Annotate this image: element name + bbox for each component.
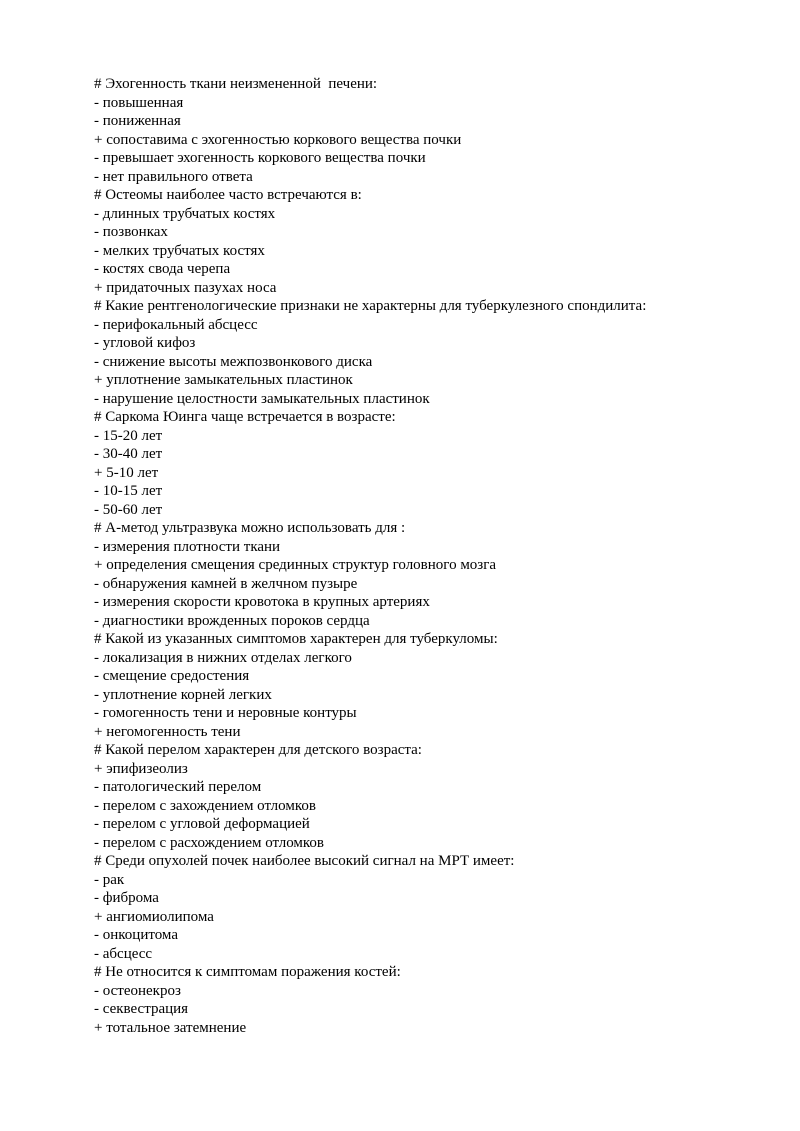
correct-answer-line: + 5-10 лет bbox=[94, 464, 159, 481]
answer-option-line: - рак bbox=[94, 871, 125, 888]
correct-answer-line: + ангиомиолипома bbox=[94, 908, 214, 925]
question-line: # Не относится к симптомам поражения костей: bbox=[94, 964, 401, 980]
answer-option-line: - перелом с захождением отломков bbox=[94, 797, 316, 814]
answer-option-line: - смещение средостения bbox=[94, 668, 250, 684]
correct-answer-line: + придаточных пазухах носа bbox=[94, 279, 277, 296]
question-line: # Саркома Юинга чаще встречается в возрасте: bbox=[94, 409, 396, 425]
answer-option-line: - 15-20 лет bbox=[94, 427, 163, 444]
answer-option-line: - 10-15 лет bbox=[94, 483, 163, 499]
answer-option-line: - секвестрация bbox=[94, 1001, 189, 1017]
answer-option-line: - патологический перелом bbox=[94, 779, 262, 795]
answer-option-line: - перелом с угловой деформацией bbox=[94, 816, 310, 832]
correct-answer-line: + эпифизеолиз bbox=[94, 760, 188, 777]
question-line: # Остеомы наиболее часто встречаются в: bbox=[94, 187, 362, 203]
answer-option-line: - угловой кифоз bbox=[94, 335, 196, 351]
answer-option-line: - уплотнение корней легких bbox=[94, 686, 272, 703]
answer-option-line: - перифокальный абсцесс bbox=[94, 316, 258, 333]
answer-option-line: - остеонекроз bbox=[94, 982, 181, 999]
correct-answer-line: + сопоставима с эхогенностью коркового вещества почки bbox=[94, 131, 462, 148]
answer-option-line: - гомогенность тени и неровные контуры bbox=[94, 705, 357, 721]
question-line: # Какой из указанных симптомов характерен для туберкуломы: bbox=[94, 631, 498, 647]
answer-option-line: - мелких трубчатых костях bbox=[94, 242, 265, 259]
answer-option-line: - измерения плотности ткани bbox=[94, 538, 281, 555]
answer-option-line: - нет правильного ответа bbox=[94, 168, 253, 185]
answer-option-line: - превышает эхогенность коркового вещества почки bbox=[94, 150, 426, 166]
answer-option-line: - абсцесс bbox=[94, 945, 153, 962]
answer-option-line: - длинных трубчатых костях bbox=[94, 205, 276, 222]
correct-answer-line: + определения смещения срединных структур головного мозга bbox=[94, 557, 497, 573]
correct-answer-line: + уплотнение замыкательных пластинок bbox=[94, 372, 353, 388]
question-line: # Среди опухолей почек наиболее высокий сигнал на МРТ имеет: bbox=[94, 853, 515, 869]
answer-option-line: - нарушение целостности замыкательных пластинок bbox=[94, 390, 430, 407]
correct-answer-line: + негомогенность тени bbox=[94, 723, 241, 740]
question-line: # Какой перелом характерен для детского возраста: bbox=[94, 742, 422, 758]
answer-option-line: - диагностики врожденных пороков сердца bbox=[94, 612, 370, 629]
answer-option-line: - фиброма bbox=[94, 890, 159, 906]
answer-option-line: - костях свода черепа bbox=[94, 261, 231, 277]
answer-option-line: - онкоцитома bbox=[94, 927, 178, 943]
question-line: # А-метод ультразвука можно использовать для : bbox=[94, 520, 406, 536]
document-text bbox=[94, 75, 754, 1037]
answer-option-line: - снижение высоты межпозвонкового диска bbox=[94, 353, 373, 370]
answer-option-line: - пониженная bbox=[94, 113, 181, 129]
answer-option-line: - повышенная bbox=[94, 94, 184, 111]
correct-answer-line: + тотальное затемнение bbox=[94, 1019, 247, 1036]
question-line: # Какие рентгенологические признаки не характерны для туберкулезного спондилита: bbox=[94, 298, 647, 314]
answer-option-line: - локализация в нижних отделах легкого bbox=[94, 649, 352, 666]
answer-option-line: - перелом с расхождением отломков bbox=[94, 834, 325, 851]
answer-option-line: - 30-40 лет bbox=[94, 446, 163, 462]
answer-option-line: - измерения скорости кровотока в крупных артериях bbox=[94, 594, 430, 610]
answer-option-line: - позвонках bbox=[94, 224, 168, 240]
question-line: # Эхогенность ткани неизмененной печени: bbox=[94, 76, 378, 92]
answer-option-line: - обнаружения камней в желчном пузыре bbox=[94, 575, 358, 592]
answer-option-line: - 50-60 лет bbox=[94, 501, 163, 518]
